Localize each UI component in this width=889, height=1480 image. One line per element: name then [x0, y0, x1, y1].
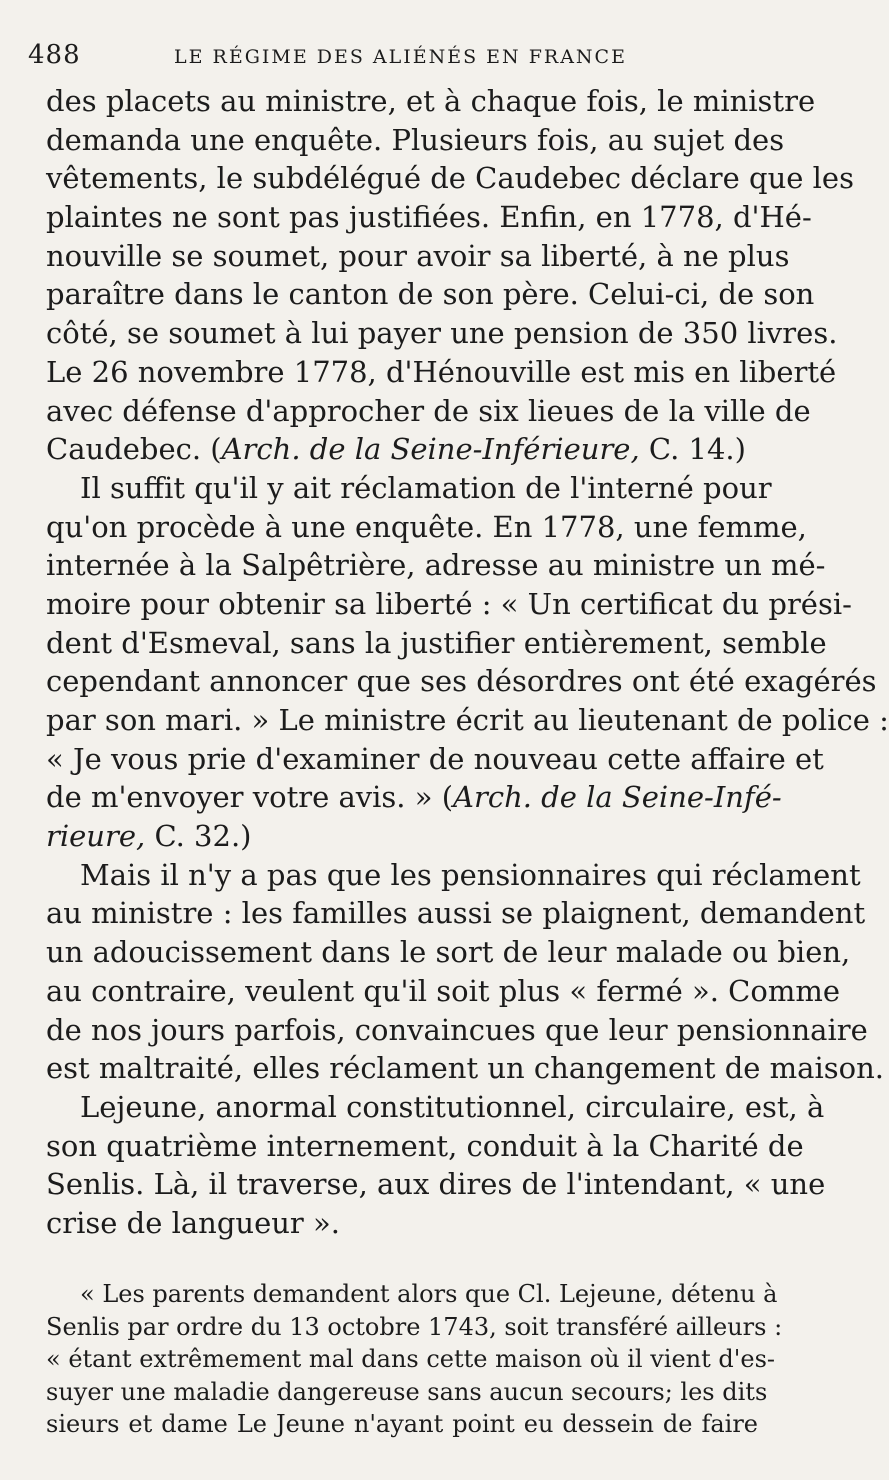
text-line: est maltraité, elles réclament un changement de maison. [46, 1051, 884, 1086]
text-line: moire pour obtenir sa liberté : « Un certificat du prési- [46, 586, 852, 621]
quote-line: « étant extrêmement mal dans cette maison où il vient d'es- [46, 1345, 775, 1373]
text-line: cependant annoncer que ses désordres ont été exagérés [46, 664, 877, 699]
running-title: LE RÉGIME DES ALIÉNÉS EN FRANCE [174, 46, 627, 68]
text-line: des placets au ministre, et à chaque fois, le ministre [46, 84, 816, 118]
text-line: « Je vous prie d'examiner de nouveau cette affaire et [46, 741, 824, 776]
text-span: C. 14.) [639, 432, 746, 467]
quote-line: Senlis par ordre du 13 octobre 1743, soit transféré ailleurs : [46, 1312, 783, 1341]
text-line: nouville se soumet, pour avoir sa liberté, à ne plus [46, 238, 790, 273]
text-line: au ministre : les familles aussi se plaignent, demandent [46, 896, 866, 931]
text-line [46, 778, 782, 817]
text-line [46, 817, 758, 856]
text-line: au contraire, veulent qu'il soit plus « fermé ». Comme [46, 973, 840, 1008]
text-line: internée à la Salpêtrière, adresse au ministre un mé- [46, 548, 826, 583]
text-line: un adoucissement dans le sort de leur malade ou bien, [46, 935, 851, 970]
text-line: Il suffit qu'il y ait réclamation de l'interné pour [80, 470, 772, 505]
text-line: dent d'Esmeval, sans la justifier entièrement, semble [46, 625, 827, 660]
text-line: son quatrième internement, conduit à la Charité de [46, 1128, 804, 1163]
text-line: plaintes ne sont pas justifiées. Enfin, en 1778, d'Hé- [46, 200, 812, 235]
text-line: Le 26 novembre 1778, d'Hénouville est mis en liberté [46, 354, 837, 389]
text-line: Senlis. Là, il traverse, aux dires de l'intendant, « une [46, 1167, 826, 1202]
text-line: crise de langueur ». [46, 1205, 340, 1240]
text-line: de nos jours parfois, convaincues que leur pensionnaire [46, 1012, 868, 1047]
text-line: qu'on procède à une enquête. En 1778, une femme, [46, 509, 807, 544]
text-span: C. 32.) [145, 819, 252, 854]
text-line: Mais il n'y a pas que les pensionnaires qui réclament [80, 857, 861, 892]
page-number: 488 [28, 40, 81, 70]
text-line: par son mari. » Le ministre écrit au lieutenant de police : [46, 703, 889, 737]
text-line: paraître dans le canton de son père. Celui-ci, de son [46, 277, 815, 312]
quote-line: sieurs et dame Le Jeune n'ayant point eu dessein de faire [46, 1410, 758, 1438]
page-header [28, 36, 768, 76]
citation-italic: rieure, [46, 819, 146, 854]
text-line: demanda une enquête. Plusieurs fois, au sujet des [46, 122, 785, 157]
text-span: Caudebec. ( [46, 432, 222, 467]
text-line: Lejeune, anormal constitutionnel, circulaire, est, à [80, 1089, 825, 1124]
text-line: vêtements, le subdélégué de Caudebec déclare que les [46, 161, 854, 196]
text-span: de m'envoyer votre avis. » ( [46, 780, 454, 815]
citation-italic: Arch. de la Seine-Inférieure, [221, 432, 640, 467]
citation-italic: Arch. de la Seine-Infé- [453, 780, 782, 815]
quote-line: « Les parents demandent alors que Cl. Lejeune, détenu à [80, 1280, 778, 1308]
quoted-text [46, 1278, 783, 1441]
text-line: avec défense d'approcher de six lieues de la ville de [46, 393, 811, 428]
text-line [46, 430, 758, 469]
text-line: côté, se soumet à lui payer une pension de 350 livres. [46, 316, 838, 351]
quote-line: suyer une maladie dangereuse sans aucun secours; les dits [46, 1377, 768, 1406]
main-text [46, 82, 889, 1243]
